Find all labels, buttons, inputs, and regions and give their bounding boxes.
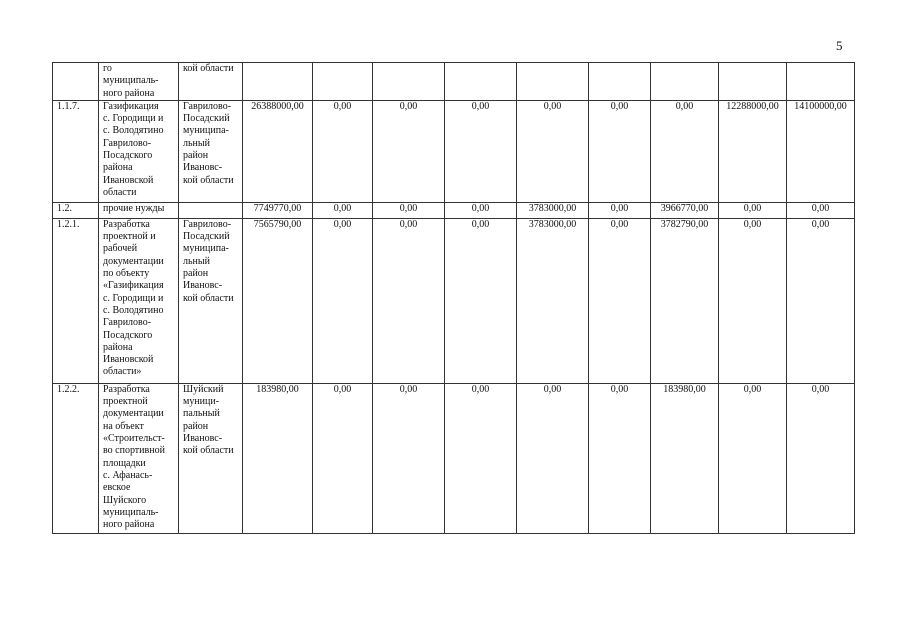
value-cell: 0,00 (373, 218, 445, 383)
table-row (53, 383, 855, 533)
value-total: 7749770,00 (243, 202, 313, 218)
row-recipient: Гаврилово- Посадский муниципа- льный район Ивановс- кой области (179, 218, 243, 383)
value-cell: 0,00 (589, 202, 651, 218)
value-cell: 3966770,00 (651, 202, 719, 218)
value-cell: 0,00 (719, 383, 787, 533)
row-name: Газификация с. Городищи и с. Володятино Гаврилово- Посадского района Ивановской области (99, 100, 179, 202)
page-number: 5 (836, 38, 843, 53)
table-row (53, 100, 855, 202)
value-cell: 3782790,00 (651, 218, 719, 383)
value-cell: 0,00 (313, 100, 373, 202)
value-cell (787, 63, 855, 101)
value-cell (313, 63, 373, 101)
value-cell (719, 63, 787, 101)
row-name: Разработка проектной документации на объект «Строительст- во спортивной площадки с. Афанась- евское Шуйского муниципаль- ного района (99, 383, 179, 533)
value-cell: 183980,00 (651, 383, 719, 533)
value-cell: 0,00 (445, 383, 517, 533)
value-cell: 0,00 (373, 383, 445, 533)
value-cell: 0,00 (651, 100, 719, 202)
budget-table (52, 62, 855, 534)
value-cell: 0,00 (373, 100, 445, 202)
value-cell: 0,00 (589, 100, 651, 202)
value-cell: 0,00 (787, 202, 855, 218)
value-cell (445, 63, 517, 101)
value-cell: 0,00 (589, 218, 651, 383)
row-name: прочие нужды (99, 202, 179, 218)
value-cell: 0,00 (787, 383, 855, 533)
table-row (53, 63, 855, 101)
value-cell (517, 63, 589, 101)
row-recipient: Шуйский муници- пальный район Ивановс- кой области (179, 383, 243, 533)
value-cell: 3783000,00 (517, 218, 589, 383)
value-cell: 12288000,00 (719, 100, 787, 202)
value-cell: 0,00 (719, 218, 787, 383)
value-cell: 0,00 (313, 202, 373, 218)
row-name: Разработка проектной и рабочей документации по объекту «Газификация с. Городищи и с. Володятино Гаврилово- Посадского района Ивановской области» (99, 218, 179, 383)
row-code (53, 63, 99, 101)
value-cell: 3783000,00 (517, 202, 589, 218)
value-cell: 0,00 (719, 202, 787, 218)
row-recipient: Гаврилово- Посадский муниципа- льный район Ивановс- кой области (179, 100, 243, 202)
value-cell (589, 63, 651, 101)
value-cell: 0,00 (445, 202, 517, 218)
value-total: 26388000,00 (243, 100, 313, 202)
row-code: 1.1.7. (53, 100, 99, 202)
table-row (53, 202, 855, 218)
value-cell: 0,00 (517, 383, 589, 533)
row-code: 1.2. (53, 202, 99, 218)
value-cell: 0,00 (787, 218, 855, 383)
value-cell: 0,00 (373, 202, 445, 218)
row-code: 1.2.1. (53, 218, 99, 383)
value-cell: 14100000,00 (787, 100, 855, 202)
table-row (53, 218, 855, 383)
row-name: го муниципаль- ного района (99, 63, 179, 101)
value-total: 7565790,00 (243, 218, 313, 383)
row-code: 1.2.2. (53, 383, 99, 533)
value-cell (373, 63, 445, 101)
value-cell: 0,00 (445, 100, 517, 202)
row-recipient (179, 202, 243, 218)
value-cell: 0,00 (313, 218, 373, 383)
value-cell: 0,00 (313, 383, 373, 533)
value-total (243, 63, 313, 101)
value-cell: 0,00 (445, 218, 517, 383)
value-cell: 0,00 (517, 100, 589, 202)
value-cell (651, 63, 719, 101)
value-cell: 0,00 (589, 383, 651, 533)
value-total: 183980,00 (243, 383, 313, 533)
row-recipient: кой области (179, 63, 243, 101)
